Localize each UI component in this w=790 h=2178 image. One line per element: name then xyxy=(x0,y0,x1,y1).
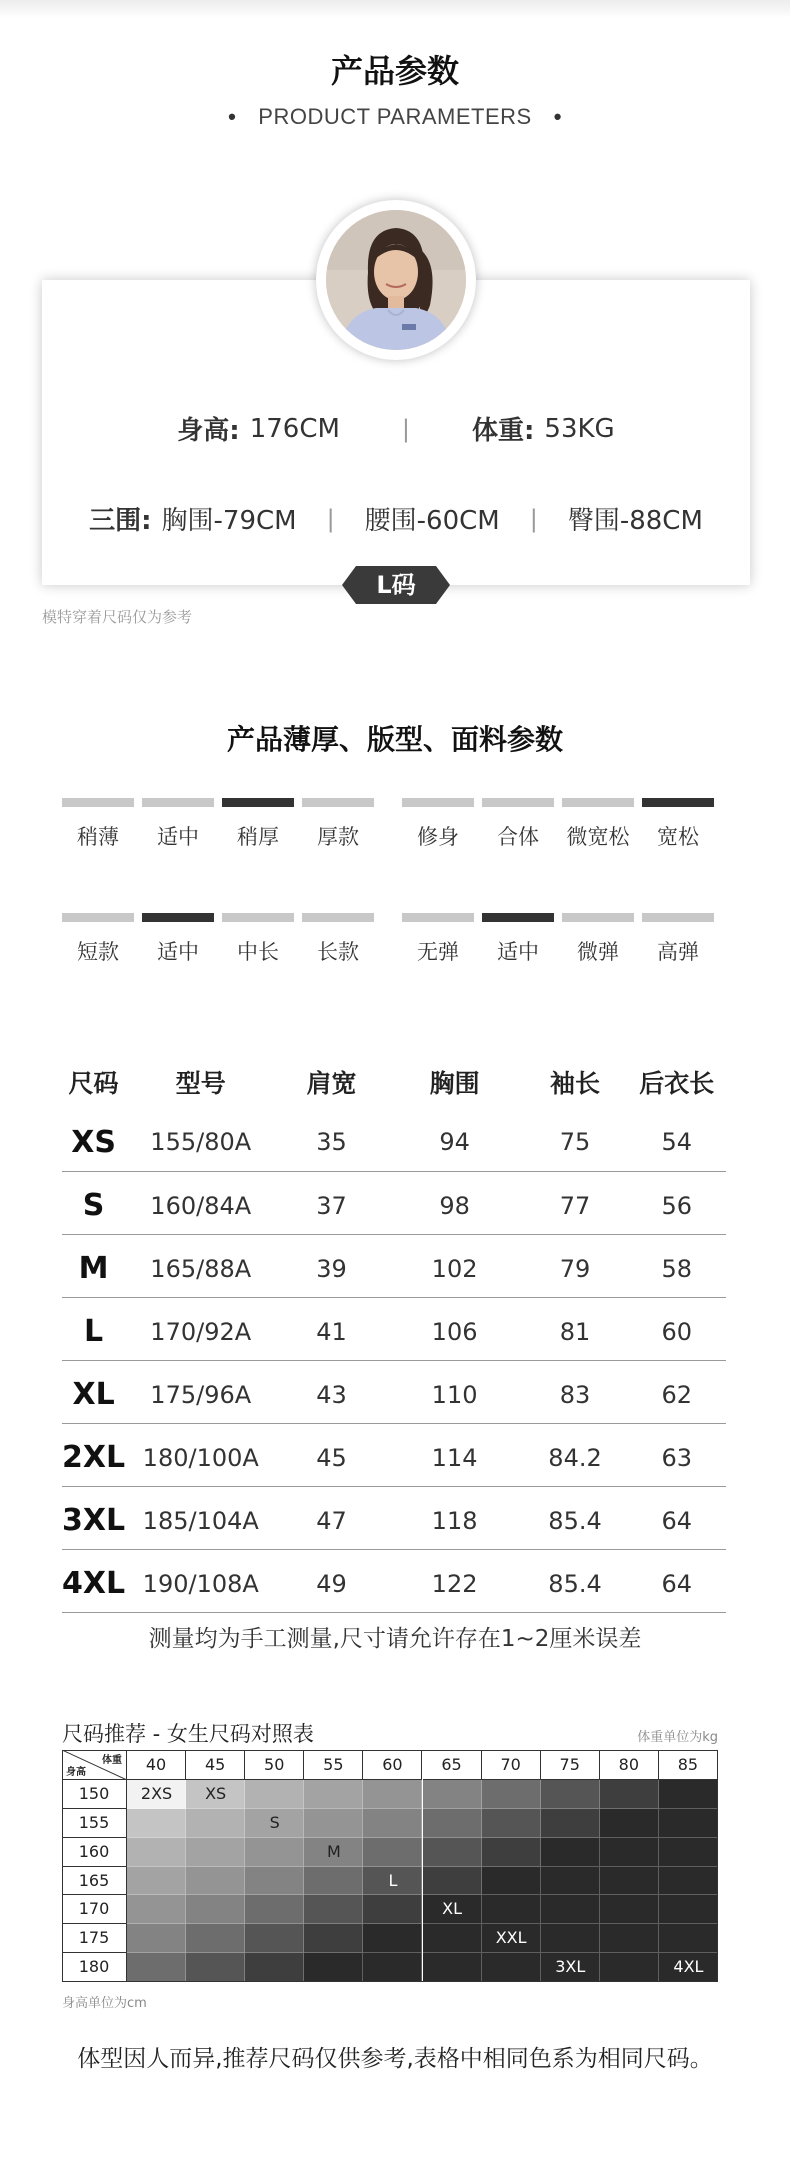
corner-height-label: 身高 xyxy=(66,1767,86,1778)
height-header: 180 xyxy=(62,1953,127,1982)
table-cell: 49 xyxy=(276,1549,386,1612)
separator: | xyxy=(529,504,538,533)
grid-cell xyxy=(363,1780,422,1809)
table-row xyxy=(62,1108,726,1171)
grid-cell xyxy=(304,1780,363,1809)
table-cell: 58 xyxy=(627,1234,726,1297)
grid-cell xyxy=(127,1924,186,1953)
grid-cell xyxy=(541,1809,600,1838)
model-measure-row xyxy=(42,500,750,537)
separator: | xyxy=(326,504,335,533)
stretch-option xyxy=(642,913,714,966)
page-subtitle xyxy=(0,104,790,130)
size-label: XL xyxy=(442,1899,462,1919)
length-option xyxy=(222,913,294,966)
stretch-option xyxy=(402,913,474,966)
table-row xyxy=(62,1234,726,1297)
stretch-group xyxy=(402,913,722,966)
fit-option-label: 合体 xyxy=(497,825,539,849)
length-option xyxy=(302,913,374,966)
thickness-indicator-bar xyxy=(62,798,134,807)
height-header: 165 xyxy=(62,1867,127,1896)
grid-cell xyxy=(659,1780,718,1809)
table-cell: 175/96A xyxy=(125,1360,276,1423)
grid-cell xyxy=(363,1838,422,1867)
grid-cell xyxy=(482,1867,541,1896)
grid-cell xyxy=(541,1867,600,1896)
table-cell: 118 xyxy=(387,1486,523,1549)
fit-option xyxy=(562,798,634,851)
thickness-option xyxy=(222,798,294,851)
grid-cell xyxy=(482,1809,541,1838)
table-cell: 98 xyxy=(387,1171,523,1234)
stretch-indicator-bar xyxy=(482,913,554,922)
grid-cell xyxy=(600,1895,659,1924)
table-cell: 85.4 xyxy=(523,1549,628,1612)
thickness-option-label: 稍厚 xyxy=(237,825,279,849)
fit-indicator-bar xyxy=(562,798,634,807)
table-row xyxy=(62,1171,726,1234)
separator: | xyxy=(401,414,411,443)
grid-cell xyxy=(245,1895,304,1924)
grid-cell xyxy=(600,1924,659,1953)
thickness-indicator-bar xyxy=(142,798,214,807)
grid-cell xyxy=(600,1809,659,1838)
grid-corner xyxy=(62,1750,127,1780)
grid-cell xyxy=(423,1838,482,1867)
size-cell: XL xyxy=(62,1360,125,1423)
grid-cell xyxy=(482,1780,541,1809)
fit-option-label: 宽松 xyxy=(657,825,699,849)
grid-cell xyxy=(482,1838,541,1867)
grid-cell xyxy=(600,1953,659,1982)
table-row xyxy=(62,1549,726,1612)
grid-cell xyxy=(304,1867,363,1896)
grid-cell xyxy=(541,1895,600,1924)
grid-cell xyxy=(541,1838,600,1867)
grid-cell xyxy=(659,1924,718,1953)
table-cell: 35 xyxy=(276,1108,386,1171)
grid-cell xyxy=(245,1780,304,1809)
grid-cell xyxy=(600,1780,659,1809)
stretch-option-label: 高弹 xyxy=(657,940,699,964)
table-cell: 79 xyxy=(523,1234,628,1297)
model-portrait-icon xyxy=(326,210,466,350)
size-cell: S xyxy=(62,1171,125,1234)
column-header: 后衣长 xyxy=(639,1069,715,1098)
stretch-option xyxy=(562,913,634,966)
table-cell: 170/92A xyxy=(125,1297,276,1360)
size-cell: 3XL xyxy=(62,1486,125,1549)
table-cell: 45 xyxy=(276,1423,386,1486)
stretch-indicator-bar xyxy=(642,913,714,922)
table-cell: 155/80A xyxy=(125,1108,276,1171)
grid-cell xyxy=(363,1953,422,1982)
grid-cell xyxy=(186,1953,245,1982)
size-label: XS xyxy=(205,1784,227,1803)
grid-cell xyxy=(541,1780,600,1809)
table-row xyxy=(62,1486,726,1549)
bullet-icon: • xyxy=(228,104,237,129)
table-cell: 63 xyxy=(627,1423,726,1486)
grid-cell xyxy=(127,1895,186,1924)
table-cell: 43 xyxy=(276,1360,386,1423)
fit-indicator-bar xyxy=(642,798,714,807)
table-cell: 85.4 xyxy=(523,1486,628,1549)
grid-cell xyxy=(363,1924,422,1953)
height-header: 155 xyxy=(62,1809,127,1838)
bullet-icon: • xyxy=(553,104,562,129)
hip-value: 臀围-88CM xyxy=(567,506,703,536)
fit-indicator-bar xyxy=(402,798,474,807)
subtitle-text: PRODUCT PARAMETERS xyxy=(258,104,532,129)
grid-cell xyxy=(127,1953,186,1982)
table-cell: 64 xyxy=(627,1486,726,1549)
grid-cell xyxy=(541,1924,600,1953)
grid-cell xyxy=(423,1953,482,1982)
table-cell: 106 xyxy=(387,1297,523,1360)
height-value: 176CM xyxy=(249,413,340,444)
recommend-title: 尺码推荐 - 女生尺码对照表 xyxy=(62,1722,314,1746)
height-unit-note: 身高单位为cm xyxy=(62,1996,147,2011)
weight-header: 45 xyxy=(186,1750,245,1780)
grid-cell xyxy=(659,1809,718,1838)
top-shade xyxy=(0,0,790,18)
weight-header: 75 xyxy=(541,1750,600,1780)
table-cell: 190/108A xyxy=(125,1549,276,1612)
fit-option xyxy=(482,798,554,851)
table-cell: 75 xyxy=(523,1108,628,1171)
thickness-indicator-bar xyxy=(222,798,294,807)
size-label: 4XL xyxy=(673,1957,704,1977)
column-header: 袖长 xyxy=(550,1069,601,1098)
measure-label: 三围: xyxy=(89,506,152,536)
fit-option xyxy=(642,798,714,851)
table-cell: 160/84A xyxy=(125,1171,276,1234)
length-group xyxy=(62,913,382,966)
footer-note: 体型因人而异,推荐尺码仅供参考,表格中相同色系为相同尺码。 xyxy=(77,2046,713,2072)
weight-header: 65 xyxy=(423,1750,482,1780)
weight-unit-note: 体重单位为kg xyxy=(637,1730,718,1745)
length-indicator-bar xyxy=(142,913,214,922)
length-option xyxy=(62,913,134,966)
table-cell: 81 xyxy=(523,1297,628,1360)
table-cell: 110 xyxy=(387,1360,523,1423)
column-header: 尺码 xyxy=(68,1069,119,1098)
page-title: 产品参数 xyxy=(330,52,459,90)
grid-cell xyxy=(363,1809,422,1838)
thickness-indicator-bar xyxy=(302,798,374,807)
model-size-note: 模特穿着尺码仅为参考 xyxy=(42,608,193,626)
corner-weight-label: 体重 xyxy=(102,1755,122,1766)
length-indicator-bar xyxy=(302,913,374,922)
grid-cell xyxy=(245,1924,304,1953)
stretch-option xyxy=(482,913,554,966)
grid-cell xyxy=(659,1867,718,1896)
thickness-option-label: 适中 xyxy=(157,825,199,849)
height-header: 160 xyxy=(62,1838,127,1867)
height-header: 175 xyxy=(62,1924,127,1953)
grid-cell xyxy=(659,1895,718,1924)
grid-cell xyxy=(127,1867,186,1896)
thickness-option-label: 厚款 xyxy=(317,825,359,849)
grid-cell xyxy=(304,1953,363,1982)
thickness-group xyxy=(62,798,382,851)
stretch-option-label: 微弹 xyxy=(577,940,619,964)
height-header: 150 xyxy=(62,1780,127,1809)
weight-value: 53KG xyxy=(544,413,615,444)
grid-cell xyxy=(245,1867,304,1896)
grid-cell xyxy=(482,1953,541,1982)
table-cell: 39 xyxy=(276,1234,386,1297)
fit-option-label: 微宽松 xyxy=(566,825,630,849)
size-label: S xyxy=(269,1812,280,1832)
size-cell: XS xyxy=(62,1108,125,1171)
grid-cell xyxy=(304,1924,363,1953)
table-cell: 122 xyxy=(387,1549,523,1612)
grid-cell xyxy=(186,1809,245,1838)
weight-header: 70 xyxy=(482,1750,541,1780)
length-option-label: 中长 xyxy=(237,940,279,964)
grid-cell xyxy=(245,1953,304,1982)
grid-cell xyxy=(186,1838,245,1867)
grid-cell xyxy=(600,1867,659,1896)
table-cell: 62 xyxy=(627,1360,726,1423)
size-label: 3XL xyxy=(555,1957,586,1977)
model-avatar xyxy=(326,210,466,350)
size-table-body xyxy=(62,1108,726,1612)
weight-header: 80 xyxy=(600,1750,659,1780)
grid-cell xyxy=(186,1895,245,1924)
column-header: 肩宽 xyxy=(306,1069,357,1098)
table-cell: 56 xyxy=(627,1171,726,1234)
grid-cell xyxy=(423,1924,482,1953)
table-cell: 41 xyxy=(276,1297,386,1360)
thickness-option xyxy=(62,798,134,851)
weight-header: 55 xyxy=(304,1750,363,1780)
size-label: XXL xyxy=(495,1928,527,1948)
size-worn-badge xyxy=(342,566,450,604)
table-cell: 54 xyxy=(627,1108,726,1171)
fit-group xyxy=(402,798,722,851)
fit-option-label: 修身 xyxy=(417,825,459,849)
table-cell: 64 xyxy=(627,1549,726,1612)
table-cell: 47 xyxy=(276,1486,386,1549)
length-option xyxy=(142,913,214,966)
size-label: L xyxy=(388,1870,398,1890)
size-table xyxy=(62,1056,726,1613)
table-cell: 77 xyxy=(523,1171,628,1234)
stretch-option-label: 适中 xyxy=(497,940,539,964)
grid-cell xyxy=(423,1780,482,1809)
measure-note: 测量均为手工测量,尺寸请允许存在1~2厘米误差 xyxy=(148,1626,642,1652)
length-indicator-bar xyxy=(62,913,134,922)
size-cell: 2XL xyxy=(62,1423,125,1486)
size-cell: 4XL xyxy=(62,1549,125,1612)
bust-value: 胸围-79CM xyxy=(161,506,297,536)
table-cell: 185/104A xyxy=(125,1486,276,1549)
table-cell: 114 xyxy=(387,1423,523,1486)
weight-header: 40 xyxy=(127,1750,186,1780)
fit-indicator-bar xyxy=(482,798,554,807)
size-cell: L xyxy=(62,1297,125,1360)
table-cell: 102 xyxy=(387,1234,523,1297)
grid-cell xyxy=(363,1895,422,1924)
grid-cell xyxy=(482,1895,541,1924)
table-row xyxy=(62,1360,726,1423)
size-table-header xyxy=(62,1056,726,1108)
size-worn-text: L码 xyxy=(376,571,416,599)
model-avatar-ring xyxy=(316,200,476,360)
attributes-title: 产品薄厚、版型、面料参数 xyxy=(226,723,563,756)
grid-cell xyxy=(304,1895,363,1924)
table-row xyxy=(62,1297,726,1360)
length-option-label: 短款 xyxy=(77,940,119,964)
stretch-option-label: 无弹 xyxy=(417,940,459,964)
waist-value: 腰围-60CM xyxy=(364,506,500,536)
grid-cell xyxy=(186,1924,245,1953)
weight-header: 50 xyxy=(245,1750,304,1780)
grid-cell xyxy=(127,1838,186,1867)
table-cell: 84.2 xyxy=(523,1423,628,1486)
stretch-indicator-bar xyxy=(562,913,634,922)
height-header: 170 xyxy=(62,1895,127,1924)
thickness-option xyxy=(302,798,374,851)
size-cell: M xyxy=(62,1234,125,1297)
column-header: 型号 xyxy=(175,1069,226,1098)
grid-cell xyxy=(245,1838,304,1867)
table-row xyxy=(62,1423,726,1486)
size-recommend-grid xyxy=(62,1750,718,1982)
model-stats-row xyxy=(42,410,750,447)
table-cell: 83 xyxy=(523,1360,628,1423)
grid-cell xyxy=(127,1809,186,1838)
height-label: 身高: xyxy=(177,416,240,446)
table-cell: 94 xyxy=(387,1108,523,1171)
grid-cell xyxy=(600,1838,659,1867)
grid-cell xyxy=(423,1809,482,1838)
size-label: M xyxy=(326,1841,341,1861)
length-option-label: 适中 xyxy=(157,940,199,964)
stretch-indicator-bar xyxy=(402,913,474,922)
weight-label: 体重: xyxy=(472,416,535,446)
grid-cell xyxy=(423,1867,482,1896)
grid-cell xyxy=(304,1809,363,1838)
thickness-option-label: 稍薄 xyxy=(77,825,119,849)
grid-cell xyxy=(659,1838,718,1867)
length-option-label: 长款 xyxy=(317,940,359,964)
thickness-option xyxy=(142,798,214,851)
table-cell: 180/100A xyxy=(125,1423,276,1486)
fit-option xyxy=(402,798,474,851)
table-cell: 165/88A xyxy=(125,1234,276,1297)
weight-header: 60 xyxy=(363,1750,422,1780)
column-header: 胸围 xyxy=(429,1069,480,1098)
table-cell: 37 xyxy=(276,1171,386,1234)
grid-cell xyxy=(186,1867,245,1896)
length-indicator-bar xyxy=(222,913,294,922)
weight-header: 85 xyxy=(659,1750,718,1780)
size-label: 2XS xyxy=(140,1784,173,1803)
table-cell: 60 xyxy=(627,1297,726,1360)
